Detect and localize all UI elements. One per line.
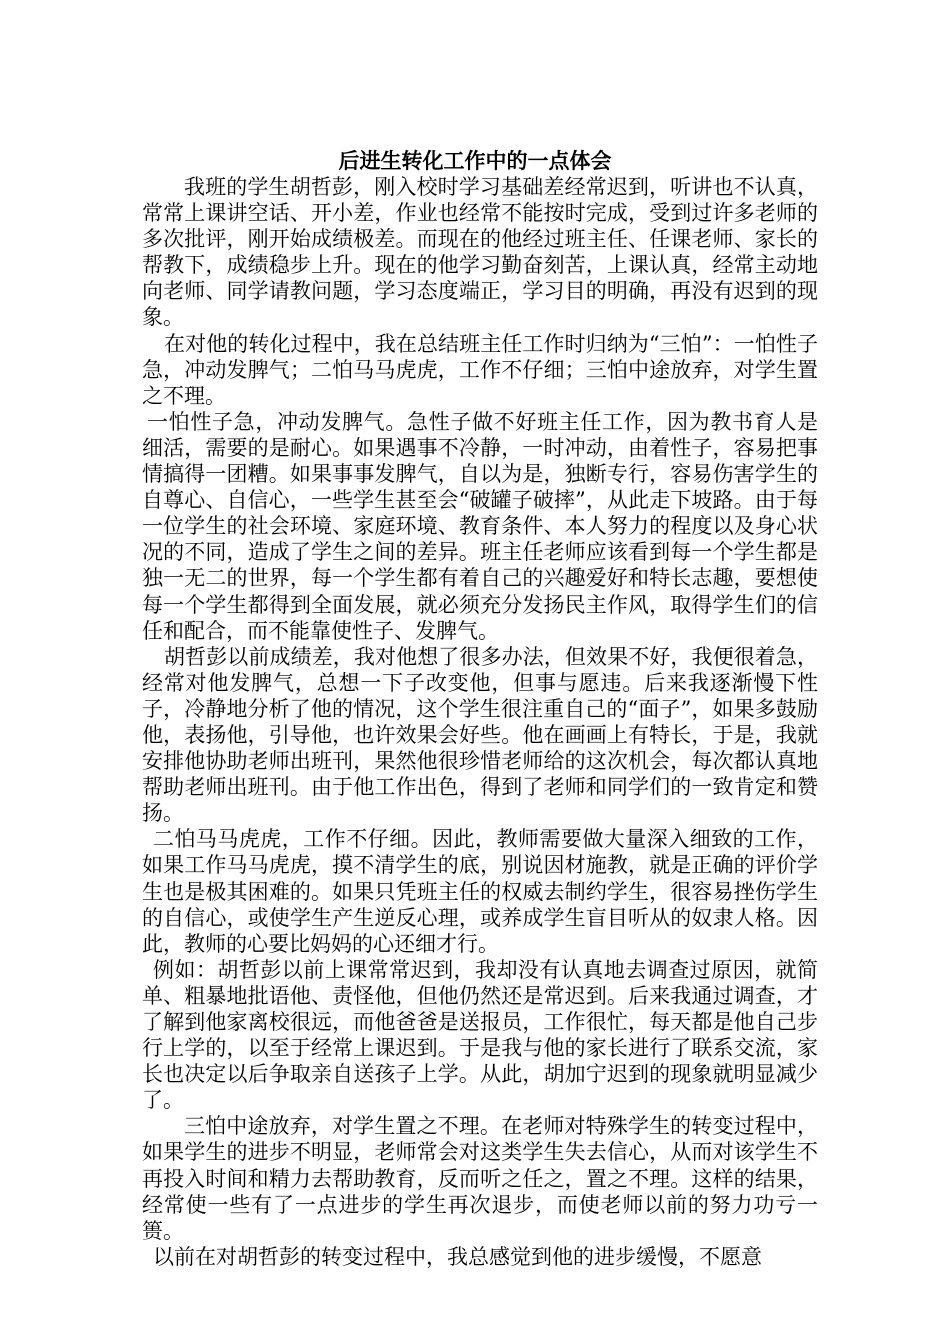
paragraph-three-fears: 在对他的转化过程中，我在总结班主任工作时归纳为“三怕”：一怕性子急，冲动发脾气；二怕马马虎虎，工作不仔细；三怕中途放弃，对学生置之不理。 bbox=[142, 331, 818, 408]
paragraph-third-example: 以前在对胡哲彭的转变过程中，我总感觉到他的进步缓慢，不愿意 bbox=[153, 1244, 762, 1269]
paragraph-third-fear: 三怕中途放弃，对学生置之不理。在老师对特殊学生的转变过程中，如果学生的进步不明显，老师常会对这类学生失去信心，从而对该学生不再投入时间和精力去帮助教育，反而听之任之，置之不理。这样的结果，经常使一些有了一点进步的学生再次退步，而使老师以前的努力功亏一篑。 bbox=[142, 1114, 818, 1243]
document-title: 后进生转化工作中的一点体会 bbox=[338, 149, 612, 173]
paragraph-first-fear: 一怕性子急，冲动发脾气。急性子做不好班主任工作，因为教书育人是细活，需要的是耐心。如果遇事不冷静，一时冲动，由着性子，容易把事情搞得一团糟。如果事事发脾气，自以为是，独断专行，容易伤害学生的自尊心、自信心，一些学生甚至会“破罐子破摔”，从此走下坡路。由于每一位学生的社会环境、家庭环境、教育条件、本人努力的程度以及身心状况的不同，造成了学生之间的差异。班主任老师应该看到每一个学生都是独一无二的世界，每一个学生都有着自己的兴趣爱好和特长志趣，要想使每一个学生都得到全面发展，就必须充分发扬民主作风，取得学生们的信任和配合，而不能靠使性子、发脾气。 bbox=[142, 409, 818, 643]
paragraph-first-example: 胡哲彭以前成绩差，我对他想了很多办法，但效果不好，我便很着急，经常对他发脾气，总想一下子改变他，但事与愿违。后来我逐渐慢下性子，冷静地分析了他的情况，这个学生很注重自己的“面子”，如果多鼓励他，表扬他，引导他，也许效果会好些。他在画画上有特长，于是，我就安排他协助老师出班刊，果然他很珍惜老师给的这次机会，每次都认真地帮助老师出班刊。由于他工作出色，得到了老师和同学们的一致肯定和赞扬。 bbox=[142, 644, 818, 826]
paragraph-second-example: 例如：胡哲彭以前上课常常迟到，我却没有认真地去调查过原因，就简单、粗暴地批语他、责怪他，但他仍然还是常迟到。后来我通过调查，才了解到他家离校很远，而他爸爸是送报员，工作很忙，每天都是他自己步行上学的，以至于经常上课迟到。于是我与他的家长进行了联系交流，家长也决定以后争取亲自送孩子上学。从此，胡加宁迟到的现象就明显减少了。 bbox=[142, 957, 818, 1113]
paragraph-second-fear: 二怕马马虎虎，工作不仔细。因此，教师需要做大量深入细致的工作，如果工作马马虎虎，摸不清学生的底，别说因材施教，就是正确的评价学生也是极其困难的。如果只凭班主任的权威去制约学生，很容易挫伤学生的自信心，或使学生产生逆反心理，或养成学生盲目听从的奴隶人格。因此，教师的心要比妈妈的心还细才行。 bbox=[142, 827, 818, 956]
paragraph-intro: 我班的学生胡哲彭，刚入校时学习基础差经常迟到，听讲也不认真，常常上课讲空话、开小差，作业也经常不能按时完成，受到过许多老师的多次批评，刚开始成绩极差。而现在的他经过班主任、任课老师、家长的帮教下，成绩稳步上升。现在的他学习勤奋刻苦，上课认真，经常主动地向老师、同学请教问题，学习态度端正，学习目的明确，再没有迟到的现象。 bbox=[142, 175, 818, 330]
document-body bbox=[142, 174, 818, 1270]
